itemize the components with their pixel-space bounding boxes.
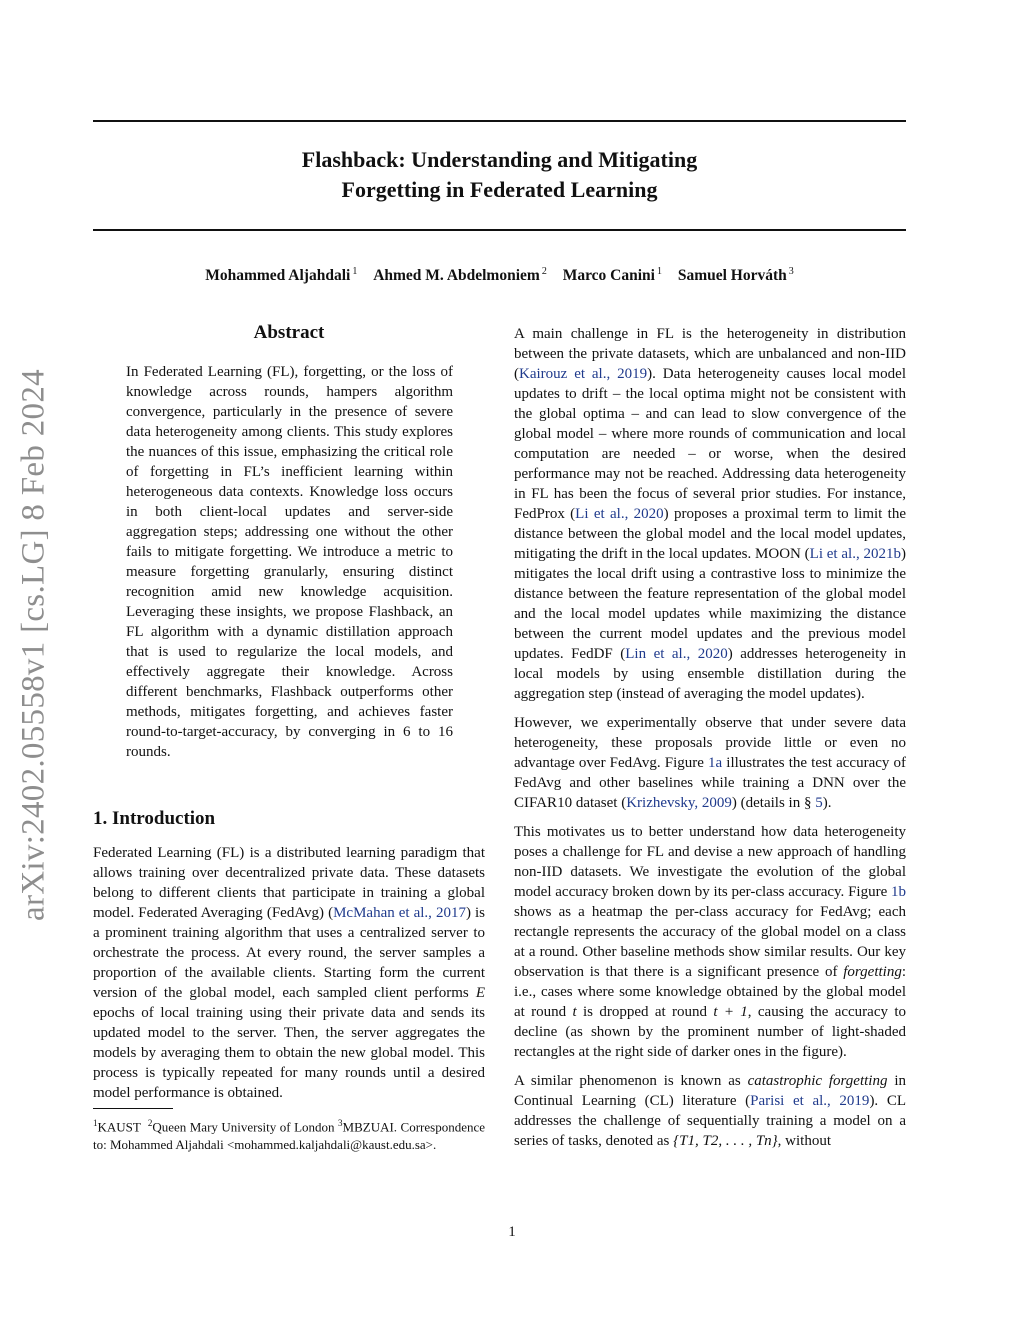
text-run: in Continual Learning (CL) literature ( xyxy=(514,1073,907,1109)
arxiv-stamp-text: arXiv:2402.05558v1 [cs.LG] 8 Feb 2024 xyxy=(15,369,52,921)
citation-link[interactable]: Parisi et al., 2019 xyxy=(750,1093,870,1109)
author-affiliation: 1 xyxy=(352,266,358,277)
text-run: illustrates the test accuracy of FedAvg and other baselines while training a DNN over the CIFAR10 dataset ( xyxy=(514,755,906,811)
text-run: ) mitigates the local drift using a contrastive loss to minimize the distance between the feature representation of the global model and the local model updates while maximizing the distance between the current model updates and the previous model updates. FedDF ( xyxy=(514,546,906,662)
math-variable: t xyxy=(572,1004,577,1020)
section-heading-introduction: 1. Introduction xyxy=(93,808,216,829)
author-2 xyxy=(373,267,547,284)
intro-paragraph xyxy=(93,843,485,1103)
title-line-2: Forgetting in Federated Learning xyxy=(341,177,658,202)
text-run: shows as a heatmap the per-class accuracy for FedAvg; each rectangle represents the accuracy of the global model on a class at a round. Other baseline methods show similar results. Our key observation is that there is a significant presence of xyxy=(514,904,906,980)
text-run: : i.e., cases where some knowledge obtained by the global model at round xyxy=(514,964,906,1020)
footnote-rule xyxy=(93,1108,173,1109)
body-paragraph xyxy=(514,713,906,813)
citation-link[interactable]: Kairouz et al., 2019 xyxy=(519,366,648,382)
abstract-heading: Abstract xyxy=(253,322,325,343)
author-list xyxy=(93,266,906,285)
author-name: Samuel Horváth xyxy=(677,267,787,285)
citation-link[interactable]: Li et al., 2021b xyxy=(809,546,901,562)
text-run: ). xyxy=(822,795,832,811)
math-expression: t + 1 xyxy=(713,1004,748,1020)
abstract-body: In Federated Learning (FL), forgetting, or the loss of knowledge across rounds, hampers algorithm convergence, particularly in the presence of severe data heterogeneity among clients. This study explores the nuances of this issue, emphasizing the critical role of forgetting in FL’s inefficient learning within heterogeneous data contexts. Knowledge loss occurs in both client-local updates and server-side aggregation steps; addressing one without the other fails to mitigate forgetting. We introduce a metric to measure forgetting granularly, ensuring distinct recognition amid new knowledge acquisition. Leveraging these insights, we propose Flashback, an FL algorithm with a dynamic distillation approach that is used to regularize the local models, and effectively aggregate their knowledge. Across different benchmarks, Flashback outperforms other methods, mitigates forgetting, and achieves faster round-to-target-accuracy, by converging in 6 to 16 rounds. xyxy=(126,364,453,760)
right-column xyxy=(514,324,906,1160)
footnote xyxy=(93,1114,485,1154)
title-top-rule xyxy=(93,120,906,122)
text-run: ) is a prominent training algorithm that uses a centralized server to orchestrate the process. At every round, the server samples a proportion of the available clients. Starting form the current version of the global model, each sampled client performs xyxy=(93,905,485,1001)
paper-title xyxy=(93,145,906,205)
citation-link[interactable]: Li et al., 2020 xyxy=(575,506,664,522)
author-name: Ahmed M. Abdelmoniem xyxy=(373,267,540,285)
author-name: Mohammed Aljahdali xyxy=(205,267,351,285)
author-affiliation: 3 xyxy=(788,266,794,277)
title-line-1: Flashback: Understanding and Mitigating xyxy=(301,147,698,172)
section-ref-link[interactable]: 5 xyxy=(815,795,823,811)
footnote-affiliation: KAUST xyxy=(97,1119,141,1135)
author-1 xyxy=(205,267,357,284)
figure-ref-link[interactable]: 1b xyxy=(891,884,906,900)
emphasis: forgetting xyxy=(843,964,902,980)
footnote-marker: 3 xyxy=(338,1118,343,1128)
footnote-affiliation: Queen Mary University of London xyxy=(152,1119,335,1135)
text-run: , causing the accuracy to decline (as shown by the prominent number of light-shaded rectangles at the right side of darker ones in the figure). xyxy=(514,1004,906,1060)
author-4 xyxy=(678,267,794,284)
text-run: This motivates us to better understand how data heterogeneity poses a challenge for FL and devise a new approach of handling non-IID datasets. We investigate the evolution of the global model accuracy broken down by its per-class accuracy. Figure xyxy=(514,824,906,900)
body-paragraph xyxy=(514,324,906,704)
text-run: , without xyxy=(777,1133,832,1149)
author-affiliation: 2 xyxy=(541,266,547,277)
footnote-marker: 1 xyxy=(93,1118,98,1128)
text-run: A similar phenomenon is known as xyxy=(514,1073,748,1089)
footnote-correspondence: MBZUAI. Correspondence to: Mohammed Aljahdali <mohammed.kaljahdali@kaust.edu.sa>. xyxy=(93,1119,486,1153)
math-expression: {T1, T2, . . . , Tn} xyxy=(673,1133,778,1149)
text-run: ) proposes a proximal term to limit the distance between the global model and the local model updates, mitigating the drift in the local updates. MOON ( xyxy=(514,506,906,562)
math-variable: E xyxy=(475,985,485,1001)
title-bottom-rule xyxy=(93,229,906,231)
text-run: epochs of local training using their private data and sends its updated model to the server. Then, the server aggregates the models by averaging them to obtain the new global model. This process is typically repeated for many rounds until a desired model performance is obtained. xyxy=(93,1005,485,1101)
figure-ref-link[interactable]: 1a xyxy=(708,755,723,771)
author-name: Marco Canini xyxy=(562,267,655,285)
text-run: ). Data heterogeneity causes local model updates to drift – the local optima might not be consistent with the global optima – and can lead to slow convergence of the global model – where more rounds of communication and local computation are needed – or worse, when the desired performance may not be reached. Addressing data heterogeneity in FL has been the focus of several prior studies. For instance, FedProx ( xyxy=(514,366,906,522)
text-run: A main challenge in FL is the heterogeneity in distribution between the private datasets, which are unbalanced and non-IID ( xyxy=(514,326,906,382)
footnote-marker: 2 xyxy=(147,1118,153,1128)
citation-link[interactable]: McMahan et al., 2017 xyxy=(333,905,466,921)
author-3 xyxy=(563,267,662,284)
citation-link[interactable]: Lin et al., 2020 xyxy=(625,646,728,662)
text-run: ) addresses heterogeneity in local models by using ensemble distillation during the aggregation step (instead of averaging the model updates). xyxy=(514,646,906,702)
body-paragraph xyxy=(514,1071,906,1151)
emphasis: catastrophic forgetting xyxy=(747,1073,888,1089)
text-run: Federated Learning (FL) is a distributed learning paradigm that allows training over decentralized private data. These datasets belong to different clients that participate in training a global model. Federated Averaging (FedAvg) ( xyxy=(93,845,485,921)
arxiv-stamp xyxy=(4,360,64,930)
author-affiliation: 1 xyxy=(656,266,662,277)
citation-link[interactable]: Krizhevsky, 2009 xyxy=(626,795,732,811)
text-run: ) (details in § xyxy=(731,795,816,811)
text-run: ). CL addresses the challenge of sequentially training a model on a series of tasks, denoted as xyxy=(514,1093,906,1149)
text-run: However, we experimentally observe that under severe data heterogeneity, these proposals provide little or even no advantage over FedAvg. Figure xyxy=(514,715,906,771)
page-number: 1 xyxy=(508,1224,516,1240)
body-paragraph xyxy=(514,822,906,1062)
text-run: is dropped at round xyxy=(576,1004,714,1020)
